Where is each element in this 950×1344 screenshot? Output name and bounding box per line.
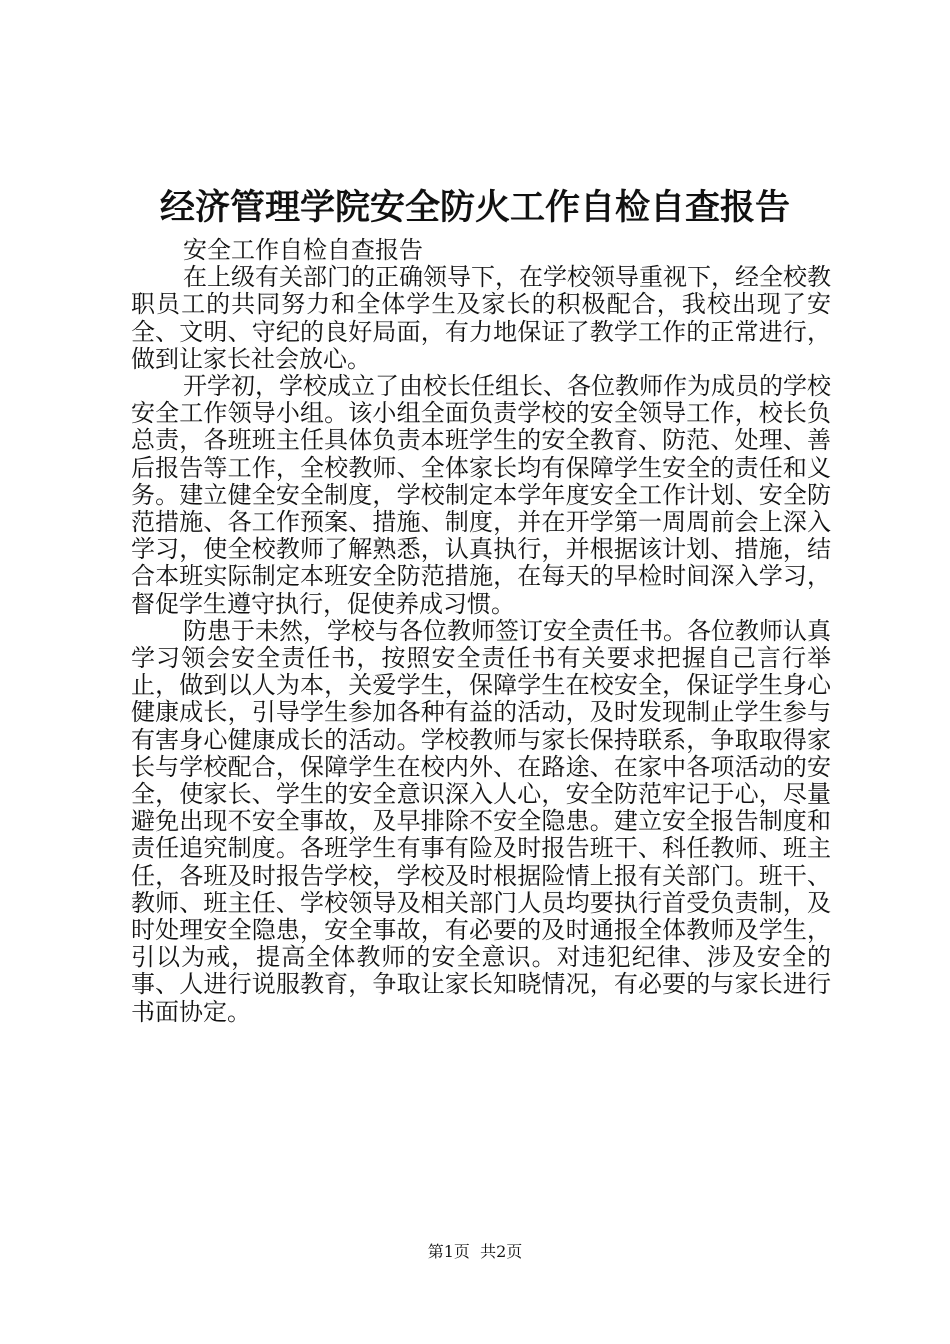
document-subtitle: 安全工作自检自查报告 [183, 236, 423, 264]
page-number: 第1页 [427, 1242, 470, 1261]
paragraph-2: 开学初，学校成立了由校长任组长、各位教师作为成员的学校安全工作领导小组。该小组全面负责学校的安全领导工作，校长负总责，各班班主任具体负责本班学生的安全教育、防范、处理、善后报告等工作，全校教师、全体家长均有保障学生安全的责任和义务。建立健全安全制度，学校制定本学年度安全工作计划、安全防范措施、各工作预案、措施、制度，并在开学第一周周前会上深入学习，使全校教师了解熟悉，认真执行，并根据该计划、措施，结合本班实际制定本班安全防范措施，在每天的早检时间深入学习，督促学生遵守执行，促使养成习惯。 [131, 372, 831, 618]
document-body [131, 237, 831, 1026]
page-footer [0, 1241, 950, 1263]
paragraph-1: 在上级有关部门的正确领导下，在学校领导重视下，经全校教职员工的共同努力和全体学生及家长的积极配合，我校出现了安全、文明、守纪的良好局面，有力地保证了教学工作的正常进行，做到让家长社会放心。 [131, 263, 831, 373]
document-title: 经济管理学院安全防火工作自检自查报告 [159, 188, 790, 228]
page-total: 共2页 [480, 1242, 523, 1261]
paragraph-3: 防患于未然，学校与各位教师签订安全责任书。各位教师认真学习领会安全责任书，按照安全责任书有关要求把握自己言行举止，做到以人为本，关爱学生，保障学生在校安全，保证学生身心健康成长，引导学生参加各种有益的活动，及时发现制止学生参与有害身心健康成长的活动。学校教师与家长保持联系，争取取得家长与学校配合，保障学生在校内外、在路途、在家中各项活动的安全，使家长、学生的安全意识深入人心，安全防范牢记于心，尽量避免出现不安全事故，及早排除不安全隐患。建立安全报告制度和责任追究制度。各班学生有事有险及时报告班干、科任教师、班主任，各班及时报告学校，学校及时根据险情上报有关部门。班干、教师、班主任、学校领导及相关部门人员均要执行首受负责制，及时处理安全隐患，安全事故，有必要的及时通报全体教师及学生，引以为戒，提高全体教师的安全意识。对违犯纪律、涉及安全的事、人进行说服教育，争取让家长知晓情况，有必要的与家长进行书面协定。 [131, 616, 831, 1026]
